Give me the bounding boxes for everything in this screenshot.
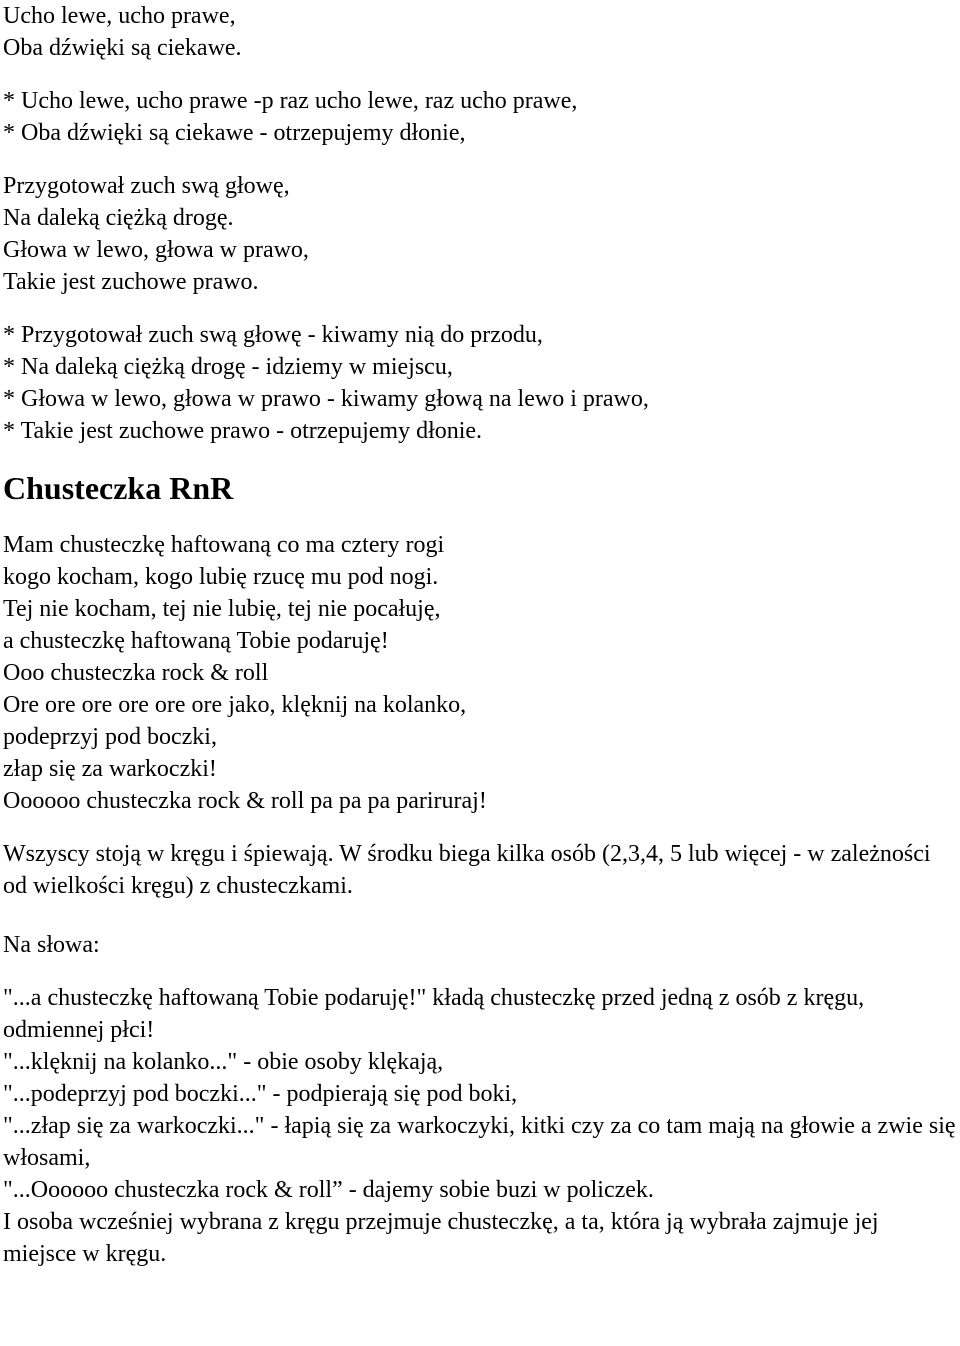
spacer [3,817,957,838]
song-title: Chusteczka RnR [3,470,234,506]
instruction-5: "...Oooooo chusteczka rock & roll” - dajemy sobie buzi w policzek. [3,1177,654,1203]
verse2-action-line-1: * Przygotował zuch swą głowę - kiwamy nią do przodu, [3,322,543,348]
instruction-4: "...złap się za warkoczki..." - łapią się za warkoczyki, kitki czy za co tam mają na głowie a zwie się włosami, [3,1113,956,1171]
verse2-line-1: Przygotował zuch swą głowę, [3,173,290,199]
instruction-1: "...a chusteczkę haftowaną Tobie podaruję!" kładą chusteczkę przed jedną z osób z kręgu, odmiennej płci! [3,985,865,1043]
verse2-line-3: Głowa w lewo, głowa w prawo, [3,237,309,263]
instruction-6: I osoba wcześniej wybrana z kręgu przejmuje chusteczkę, a ta, która ją wybrała zajmuje jej miejsce w kręgu. [3,1209,879,1267]
spacer [3,447,957,468]
verse2-action-line-2: * Na daleką ciężką drogę - idziemy w miejscu, [3,354,453,380]
song-line-4: a chusteczkę haftowaną Tobie podaruję! [3,628,389,654]
spacer [3,149,957,170]
spacer [3,298,957,319]
song-line-9: Oooooo chusteczka rock & roll pa pa pa pariruraj! [3,788,487,814]
spacer [3,902,957,929]
words-label: Na słowa: [3,932,100,958]
verse2-action-line-3: * Głowa w lewo, głowa w prawo - kiwamy głową na lewo i prawo, [3,386,649,412]
intro-line-1: Ucho lewe, ucho prawe, [3,3,236,29]
song-line-5: Ooo chusteczka rock & roll [3,660,269,686]
verse2-line-4: Takie jest zuchowe prawo. [3,269,259,295]
song-line-7: podeprzyj pod boczki, [3,724,217,750]
intro-action-line-1: * Ucho lewe, ucho prawe -p raz ucho lewe, raz ucho prawe, [3,88,578,114]
song-line-1: Mam chusteczkę haftowaną co ma cztery rogi [3,532,445,558]
verse2-action-line-4: * Takie jest zuchowe prawo - otrzepujemy dłonie. [3,418,483,444]
document-page [3,0,957,1270]
intro-line-2: Oba dźwięki są ciekawe. [3,35,242,61]
verse2-line-2: Na daleką ciężką drogę. [3,205,234,231]
game-description: Wszyscy stoją w kręgu i śpiewają. W środku biega kilka osób (2,3,4, 5 lub więcej - w zależności od wielkości kręgu) z chusteczkami. [3,841,931,899]
song-line-3: Tej nie kocham, tej nie lubię, tej nie pocałuję, [3,596,441,622]
instruction-3: "...podeprzyj pod boczki..." - podpierają się pod boki, [3,1081,518,1107]
song-line-2: kogo kocham, kogo lubię rzucę mu pod nogi. [3,564,439,590]
intro-action-line-2: * Oba dźwięki są ciekawe - otrzepujemy dłonie, [3,120,466,146]
spacer [3,961,957,982]
instruction-2: "...klęknij na kolanko..." - obie osoby klękają, [3,1049,444,1075]
song-line-6: Ore ore ore ore ore ore jako, klęknij na kolanko, [3,692,467,718]
song-line-8: złap się za warkoczki! [3,756,217,782]
spacer [3,64,957,85]
spacer [3,508,957,529]
